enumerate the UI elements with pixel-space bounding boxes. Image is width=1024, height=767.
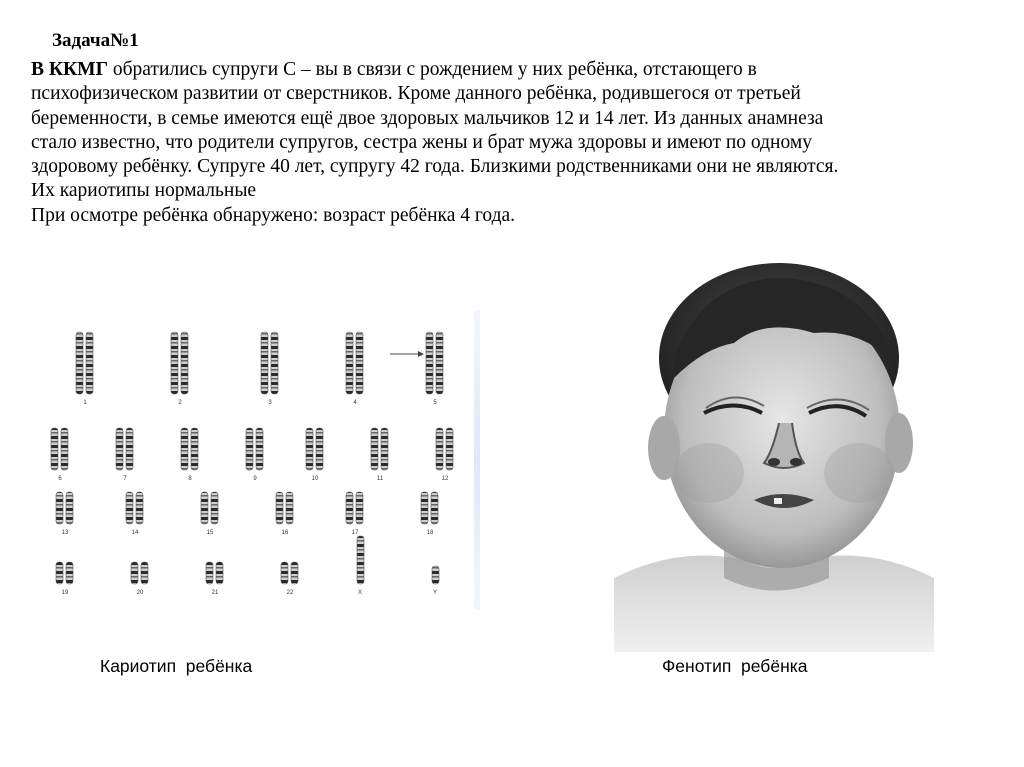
chromosome-4 [346, 332, 353, 394]
chromosome-label: 8 [188, 476, 192, 482]
chromosome-Y [432, 566, 439, 584]
chromosome-label: 11 [376, 476, 384, 482]
chromosome-17 [346, 492, 353, 524]
karyotype-chromosomes [30, 310, 475, 610]
chromosome-label: X [357, 590, 363, 596]
chromosome-5 [426, 332, 433, 394]
chromosome-4 [356, 332, 363, 394]
task-description [31, 58, 1006, 228]
description-line-3: беременности, в семье имеются ещё двое здоровых мальчиков 12 и 14 лет. Из данных анамнеза [31, 107, 824, 129]
chromosome-label: 17 [351, 530, 359, 536]
chromosome-X [357, 536, 364, 584]
image-edge [474, 310, 480, 610]
chromosome-label: 16 [281, 530, 289, 536]
chromosome-7 [116, 428, 123, 470]
description-line-7: При осмотре ребёнка обнаружено: возраст ребёнка 4 года. [31, 204, 516, 226]
description-line-1 [31, 58, 1006, 82]
chromosome-1 [76, 332, 83, 394]
chromosome-label: 18 [426, 530, 434, 536]
chromosome-20 [131, 562, 138, 584]
chromosome-10 [306, 428, 313, 470]
chromosome-label: 13 [61, 530, 69, 536]
chromosome-15 [201, 492, 208, 524]
chromosome-label: Y [432, 590, 438, 596]
chromosome-label: 14 [131, 530, 139, 536]
chromosome-21 [216, 562, 223, 584]
chromosome-8 [181, 428, 188, 470]
description-line-5: здоровому ребёнку. Супруге 40 лет, супругу 42 года. Близкими родственниками они не являются. [31, 156, 839, 178]
chromosome-5 [436, 332, 443, 394]
chromosome-label: 2 [178, 400, 182, 406]
chromosome-20 [141, 562, 148, 584]
chromosome-22 [281, 562, 288, 584]
chromosome-label: 7 [123, 476, 127, 482]
chromosome-14 [136, 492, 143, 524]
chromosome-9 [256, 428, 263, 470]
chromosome-17 [356, 492, 363, 524]
chromosome-label: 10 [311, 476, 319, 482]
child-phenotype-photo [614, 248, 934, 652]
chromosome-9 [246, 428, 253, 470]
chromosome-1 [86, 332, 93, 394]
task-title: Задача№1 [52, 30, 139, 51]
chromosome-label: 19 [61, 590, 69, 596]
chromosome-6 [51, 428, 58, 470]
chromosome-label: 9 [253, 476, 257, 482]
chromosome-18 [421, 492, 428, 524]
chromosome-7 [126, 428, 133, 470]
chromosome-label: 4 [353, 400, 357, 406]
description-line-6: Их кариотипы нормальные [31, 180, 257, 202]
chromosome-label: 21 [211, 590, 219, 596]
chromosome-label: 6 [58, 476, 62, 482]
chromosome-label: 15 [206, 530, 214, 536]
chromosome-3 [271, 332, 278, 394]
chromosome-label: 5 [433, 400, 437, 406]
chromosome-13 [56, 492, 63, 524]
chromosome-13 [66, 492, 73, 524]
arrow-head-icon [418, 351, 424, 357]
chromosome-11 [371, 428, 378, 470]
chromosome-19 [66, 562, 73, 584]
chromosome-16 [276, 492, 283, 524]
chromosome-label: 22 [286, 590, 294, 596]
clinic-name: В ККМГ [31, 59, 108, 80]
chromosome-12 [436, 428, 443, 470]
karyotype-image [30, 310, 485, 610]
chromosome-8 [191, 428, 198, 470]
chromosome-6 [61, 428, 68, 470]
chromosome-10 [316, 428, 323, 470]
chromosome-2 [181, 332, 188, 394]
description-line-2: психофизическом развитии от сверстников. Кроме данного ребёнка, родившегося от третьей [31, 83, 801, 105]
chromosome-label: 1 [83, 400, 87, 406]
chromosome-3 [261, 332, 268, 394]
chromosome-12 [446, 428, 453, 470]
chromosome-21 [206, 562, 213, 584]
chromosome-2 [171, 332, 178, 394]
child-face-illustration [614, 248, 934, 652]
chromosome-18 [431, 492, 438, 524]
chromosome-14 [126, 492, 133, 524]
chromosome-label: 20 [136, 590, 144, 596]
description-line-1-rest: обратились супруги С – вы в связи с рождением у них ребёнка, отстающего в [107, 59, 757, 80]
phenotype-caption: Фенотип ребёнка [662, 656, 808, 676]
chromosome-15 [211, 492, 218, 524]
chromosome-22 [291, 562, 298, 584]
description-line-4: стало известно, что родители супругов, сестра жены и брат мужа здоровы и имеют по одному [31, 131, 812, 153]
chromosome-16 [286, 492, 293, 524]
chromosome-19 [56, 562, 63, 584]
chromosome-11 [381, 428, 388, 470]
karyotype-caption: Кариотип ребёнка [100, 656, 253, 676]
chromosome-label: 3 [268, 400, 272, 406]
chromosome-label: 12 [441, 476, 449, 482]
